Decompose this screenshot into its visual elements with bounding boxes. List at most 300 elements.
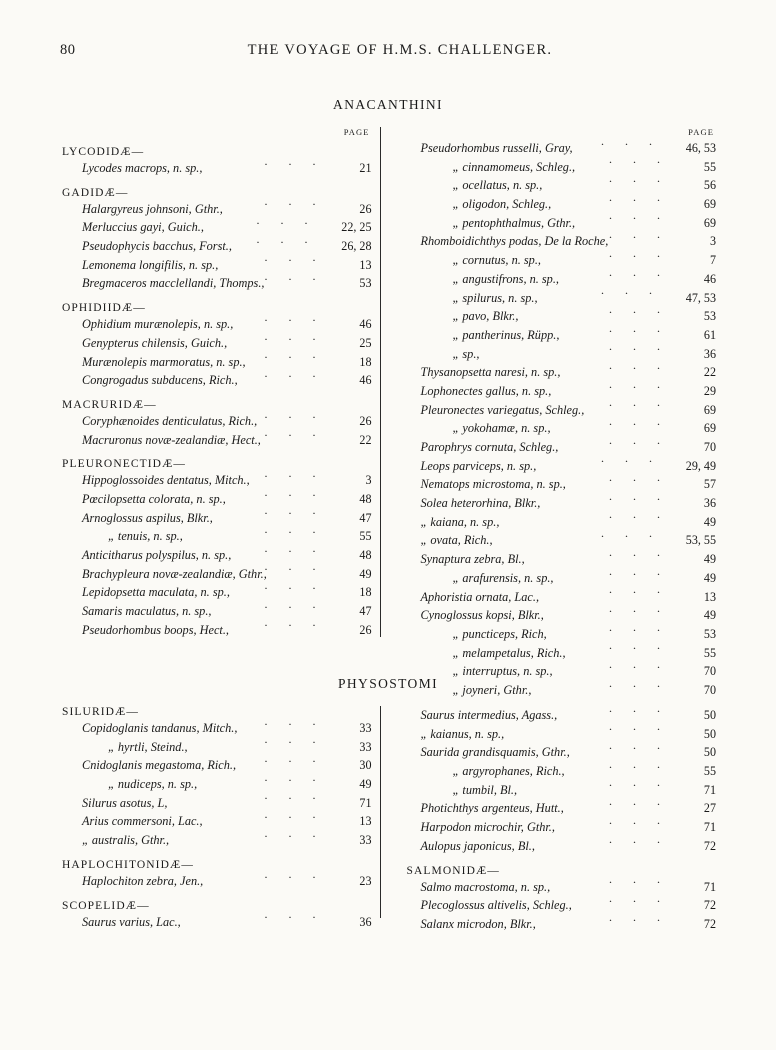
entry-name: „ yokohamæ, n. sp., bbox=[452, 421, 551, 436]
index-entry bbox=[406, 507, 716, 532]
entry-name: „ arafurensis, n. sp., bbox=[452, 570, 554, 585]
entry-page: 13 bbox=[359, 814, 372, 829]
dot-leader: . . . bbox=[601, 283, 661, 298]
entry-page: 49 bbox=[703, 570, 716, 585]
dot-leader: . . . bbox=[264, 328, 325, 343]
dot-leader: . . . bbox=[264, 578, 325, 593]
index-entry bbox=[62, 465, 372, 490]
entry-name: Synaptura zebra, Bl., bbox=[420, 552, 525, 567]
index-entry bbox=[62, 769, 372, 794]
dot-leader: . . . bbox=[609, 700, 669, 715]
entry-page: 50 bbox=[703, 708, 716, 722]
entry-name: Murænolepis marmoratus, n. sp., bbox=[82, 354, 246, 369]
index-entry bbox=[406, 432, 716, 457]
dot-leader: . . . bbox=[264, 769, 325, 784]
entry-page: 57 bbox=[703, 477, 716, 492]
family-heading: HAPLOCHITONIDÆ— bbox=[62, 858, 194, 871]
page-number: 80 bbox=[60, 42, 76, 58]
column-divider bbox=[380, 127, 381, 637]
entry-name: Plecoglossus altivelis, Schleg., bbox=[420, 898, 572, 913]
index-entry bbox=[406, 395, 716, 420]
entry-name: Brachypleura novæ-zealandiæ, Gthr., bbox=[82, 566, 267, 581]
entry-page: 70 bbox=[703, 664, 716, 679]
entry-page: 33 bbox=[359, 721, 372, 735]
entry-name: „ puncticeps, Rich, bbox=[452, 626, 547, 641]
entry-name: „ interruptus, n. sp., bbox=[452, 664, 553, 679]
index-entry bbox=[62, 365, 372, 390]
index-column-right bbox=[388, 700, 716, 934]
entry-name: Macruronus novæ-zealandiæ, Hect., bbox=[82, 432, 261, 447]
index-entry bbox=[406, 872, 716, 897]
section-title-physostomi: PHYSOSTOMI bbox=[337, 676, 439, 691]
entry-name: „ pavo, Blkr., bbox=[452, 309, 519, 324]
entry-name: „ pantherinus, Rüpp., bbox=[452, 327, 560, 342]
entry-name: Lemonema longifilis, n. sp., bbox=[82, 257, 219, 272]
entry-name: Lepidopsetta maculata, n. sp., bbox=[82, 585, 230, 600]
entry-page: 55 bbox=[703, 645, 716, 660]
entry-page: 26 bbox=[359, 413, 372, 428]
family-heading: PLEURONECTIDÆ— bbox=[62, 458, 187, 471]
dot-leader: . . . bbox=[264, 807, 325, 822]
entry-name: „ ovata, Rich., bbox=[420, 533, 493, 548]
entry-page: 30 bbox=[359, 758, 372, 773]
dot-leader: . . . bbox=[264, 365, 325, 380]
entry-name: „ angustifrons, n. sp., bbox=[452, 271, 559, 286]
entry-name: Pœcilopsetta colorata, n. sp., bbox=[82, 491, 226, 506]
dot-leader: . . . bbox=[609, 756, 669, 771]
entry-name: Halargyreus johnsoni, Gthr., bbox=[82, 201, 223, 216]
entry-page: 61 bbox=[703, 327, 716, 342]
index-entry bbox=[62, 578, 372, 602]
index-entry bbox=[406, 376, 716, 401]
entry-page: 49 bbox=[359, 566, 372, 581]
entry-page: 72 bbox=[703, 898, 716, 913]
index-entry bbox=[406, 320, 716, 345]
entry-page: 69 bbox=[703, 215, 716, 230]
entry-name: Arnoglossus aspilus, Blkr., bbox=[82, 510, 213, 525]
dot-leader: . . . bbox=[609, 775, 669, 790]
dot-leader: . . . bbox=[609, 432, 669, 447]
entry-page: 23 bbox=[359, 873, 372, 888]
entry-name: „ kaiana, n. sp., bbox=[420, 514, 500, 529]
entry-page: 36 bbox=[703, 496, 716, 511]
index-entry bbox=[406, 582, 716, 607]
entry-page: 55 bbox=[359, 529, 372, 544]
page-column-label: PAGE bbox=[343, 127, 370, 137]
index-entry bbox=[406, 301, 716, 326]
index-entry bbox=[406, 600, 716, 625]
entry-name: Ophidium murænolepis, n. sp., bbox=[82, 317, 234, 332]
family-heading: OPHIDIIDÆ— bbox=[62, 302, 146, 315]
dot-leader: . . . bbox=[609, 638, 669, 653]
index-entry bbox=[406, 451, 716, 476]
dot-leader: . . . bbox=[264, 866, 325, 881]
dot-leader: . . . bbox=[609, 152, 669, 167]
dot-leader: . . . bbox=[609, 320, 669, 335]
index-entry bbox=[62, 425, 372, 450]
entry-page: 25 bbox=[359, 335, 372, 350]
dot-leader: . . . bbox=[264, 596, 325, 611]
index-entry bbox=[406, 544, 716, 569]
dot-leader: . . . bbox=[256, 231, 317, 246]
entry-name: Aulopus japonicus, Bl., bbox=[420, 838, 535, 853]
index-entry bbox=[406, 245, 716, 270]
dot-leader: . . . bbox=[256, 213, 317, 228]
index-entry bbox=[406, 414, 716, 438]
dot-leader: . . . bbox=[264, 269, 325, 284]
entry-page: 71 bbox=[703, 879, 716, 894]
index-entry bbox=[62, 732, 372, 757]
family-heading: GADIDÆ— bbox=[62, 186, 129, 199]
index-entry bbox=[406, 526, 716, 550]
dot-leader: . . . bbox=[609, 544, 669, 559]
index-entry bbox=[62, 503, 372, 528]
dot-leader: . . . bbox=[264, 713, 325, 728]
entry-name: Pleuronectes variegatus, Schleg., bbox=[420, 402, 585, 417]
family-heading: SILURIDÆ— bbox=[62, 706, 139, 718]
index-entry bbox=[406, 700, 716, 725]
index-entry bbox=[62, 866, 372, 891]
index-entry bbox=[62, 347, 372, 372]
entry-name: Anticitharus polyspilus, n. sp., bbox=[82, 548, 232, 562]
entry-page: 36 bbox=[703, 346, 716, 361]
dot-leader: . . . bbox=[264, 732, 325, 747]
index-entry bbox=[406, 909, 716, 934]
index-entry bbox=[62, 309, 372, 334]
index-entry bbox=[62, 328, 372, 353]
dot-leader: . . . bbox=[609, 339, 669, 354]
column-divider bbox=[380, 706, 381, 918]
entry-name: „ joyneri, Gthr., bbox=[452, 682, 532, 697]
entry-page: 70 bbox=[703, 682, 716, 697]
entry-name: „ nudiceps, n. sp., bbox=[108, 777, 198, 792]
entry-name: „ melampetalus, Rich., bbox=[452, 645, 566, 660]
entry-name: Rhomboidichthys podas, De la Roche, bbox=[420, 234, 609, 249]
index-entry bbox=[62, 788, 372, 813]
entry-page: 29 bbox=[703, 383, 716, 398]
dot-leader: . . . bbox=[601, 133, 661, 148]
entry-name: Cnidoglanis megastoma, Rich., bbox=[82, 758, 237, 773]
dot-leader: . . . bbox=[264, 522, 325, 537]
family-heading: LYCODIDÆ— bbox=[62, 146, 145, 158]
entry-page: 7 bbox=[709, 253, 716, 268]
entry-name: Saurida grandisquamis, Gthr., bbox=[420, 745, 570, 760]
entry-page: 49 bbox=[359, 777, 372, 792]
index-entry bbox=[62, 907, 372, 932]
dot-leader: . . . bbox=[609, 619, 669, 634]
entry-name: Hippoglossoides dentatus, Mitch., bbox=[82, 473, 250, 488]
entry-page: 26 bbox=[359, 622, 372, 637]
entry-page: 49 bbox=[703, 552, 716, 567]
dot-leader: . . . bbox=[609, 245, 669, 260]
dot-leader: . . . bbox=[609, 171, 669, 186]
entry-page: 13 bbox=[703, 589, 716, 604]
running-title: THE VOYAGE OF H.M.S. CHALLENGER. bbox=[247, 42, 553, 58]
entry-page: 71 bbox=[703, 782, 716, 797]
section-title-anacanthini: ANACANTHINI bbox=[333, 97, 443, 112]
entry-page: 49 bbox=[703, 608, 716, 623]
entry-name: Salanx microdon, Blkr., bbox=[420, 916, 536, 931]
entry-name: Pseudophycis bacchus, Forst., bbox=[82, 239, 232, 254]
dot-leader: . . . bbox=[264, 788, 325, 803]
entry-name: Haplochiton zebra, Jen., bbox=[82, 873, 204, 888]
index-column-left bbox=[62, 706, 372, 934]
index-entry bbox=[406, 208, 716, 233]
entry-page: 55 bbox=[703, 159, 716, 174]
entry-page: 55 bbox=[703, 764, 716, 779]
dot-leader: . . . bbox=[601, 451, 661, 466]
entry-name: Lycodes macrops, n. sp., bbox=[82, 161, 203, 175]
index-entry bbox=[406, 339, 716, 364]
entry-page: 56 bbox=[703, 178, 716, 193]
entry-page: 22 bbox=[359, 432, 372, 447]
entry-page: 53 bbox=[703, 626, 716, 641]
dot-leader: . . . bbox=[609, 738, 669, 753]
entry-page: 46, 53 bbox=[685, 141, 716, 155]
dot-leader: . . . bbox=[609, 794, 669, 809]
dot-leader: . . . bbox=[264, 425, 325, 440]
dot-leader: . . . bbox=[609, 470, 669, 485]
entry-name: Congrogadus subducens, Rich., bbox=[82, 373, 238, 388]
entry-name: Saurus varius, Lac., bbox=[82, 914, 181, 929]
index-entry bbox=[406, 756, 716, 781]
entry-name: Harpodon microchir, Gthr., bbox=[420, 820, 555, 835]
entry-page: 18 bbox=[359, 354, 372, 369]
index-entry bbox=[406, 563, 716, 588]
index-entry bbox=[406, 264, 716, 289]
entry-page: 53 bbox=[359, 276, 372, 291]
entry-name: Samaris maculatus, n. sp., bbox=[82, 604, 212, 619]
entry-name: Genypterus chilensis, Guich., bbox=[82, 335, 228, 350]
dot-leader: . . . bbox=[609, 227, 669, 242]
entry-name: „ tenuis, n. sp., bbox=[108, 529, 183, 544]
entry-name: Salmo macrostoma, n. sp., bbox=[420, 879, 551, 894]
dot-leader: . . . bbox=[609, 414, 669, 429]
entry-page: 33 bbox=[359, 739, 372, 754]
family-heading: MACRURIDÆ— bbox=[62, 398, 157, 411]
entry-page: 48 bbox=[359, 491, 372, 506]
index-entry bbox=[406, 738, 716, 762]
index-entry bbox=[406, 638, 716, 663]
index-entry bbox=[62, 751, 372, 775]
entry-name: „ australis, Gthr., bbox=[82, 833, 170, 848]
index-entry bbox=[406, 719, 716, 744]
index-entry bbox=[406, 171, 716, 195]
index-column-left bbox=[62, 127, 372, 700]
dot-leader: . . . bbox=[264, 484, 325, 499]
index-entry bbox=[62, 615, 372, 640]
dot-leader: . . . bbox=[609, 582, 669, 597]
dot-leader: . . . bbox=[264, 540, 325, 555]
index-entry bbox=[62, 406, 372, 431]
entry-page: 26, 28 bbox=[341, 239, 372, 254]
index-entry bbox=[62, 213, 372, 237]
index-entry bbox=[406, 227, 716, 251]
entry-page: 26 bbox=[359, 201, 372, 216]
index-entry bbox=[62, 540, 372, 565]
dot-leader: . . . bbox=[609, 812, 669, 827]
entry-name: Photichthys argenteus, Hutt., bbox=[420, 801, 564, 816]
entry-page: 70 bbox=[703, 440, 716, 454]
entry-name: Coryphænoides denticulatus, Rich., bbox=[82, 413, 258, 428]
index-entry bbox=[62, 194, 372, 219]
entry-name: Lophonectes gallus, n. sp., bbox=[420, 383, 552, 398]
dot-leader: . . . bbox=[609, 890, 669, 905]
index-block-anacanthini bbox=[62, 127, 716, 700]
entry-name: „ tumbil, Bl., bbox=[452, 782, 518, 797]
entry-name: „ oligodon, Schleg., bbox=[452, 197, 552, 212]
page-column-label: PAGE bbox=[688, 127, 714, 137]
dot-leader: . . . bbox=[609, 376, 669, 391]
entry-name: Pseudorhombus russelli, Gray, bbox=[420, 141, 573, 155]
index-entry bbox=[406, 890, 716, 915]
index-column-right bbox=[388, 127, 716, 700]
entry-page: 69 bbox=[703, 197, 716, 212]
dot-leader: . . . bbox=[609, 675, 669, 690]
index-entry bbox=[62, 250, 372, 275]
index-entry bbox=[62, 596, 372, 621]
entry-name: Saurus intermedius, Agass., bbox=[420, 708, 558, 722]
dot-leader: . . . bbox=[609, 831, 669, 846]
entry-name: Bregmaceros macclellandi, Thomps., bbox=[82, 276, 265, 291]
dot-leader: . . . bbox=[609, 719, 669, 734]
entry-name: Arius commersoni, Lac., bbox=[82, 814, 203, 829]
entry-page: 33 bbox=[359, 833, 372, 848]
entry-page: 18 bbox=[359, 585, 372, 600]
dot-leader: . . . bbox=[609, 507, 669, 522]
index-entry bbox=[62, 231, 372, 256]
index-entry bbox=[62, 807, 372, 831]
index-entry bbox=[62, 559, 372, 584]
entry-page: 50 bbox=[703, 745, 716, 760]
dot-leader: . . . bbox=[609, 563, 669, 578]
index-entry bbox=[62, 522, 372, 546]
dot-leader: . . . bbox=[264, 825, 325, 840]
dot-leader: . . . bbox=[609, 600, 669, 615]
dot-leader: . . . bbox=[609, 656, 669, 671]
dot-leader: . . . bbox=[609, 395, 669, 410]
entry-name: „ kaianus, n. sp., bbox=[420, 726, 505, 741]
entry-page: 27 bbox=[703, 801, 716, 816]
index-entry bbox=[406, 283, 716, 308]
entry-page: 46 bbox=[359, 317, 372, 332]
index-entry bbox=[406, 133, 716, 158]
dot-leader: . . . bbox=[264, 153, 325, 168]
dot-leader: . . . bbox=[264, 406, 325, 421]
entry-name: „ argyrophanes, Rich., bbox=[452, 764, 565, 779]
dot-leader: . . . bbox=[264, 250, 325, 265]
entry-page: 47 bbox=[359, 604, 372, 619]
index-entry bbox=[406, 357, 716, 382]
entry-page: 49 bbox=[703, 514, 716, 529]
index-entry bbox=[62, 825, 372, 850]
entry-name: Merluccius gayi, Guich., bbox=[82, 220, 204, 235]
entry-page: 53 bbox=[703, 309, 716, 324]
entry-name: „ cornutus, n. sp., bbox=[452, 253, 541, 268]
entry-name: Solea heterorhina, Blkr., bbox=[420, 496, 541, 511]
index-block-physostomi bbox=[62, 700, 716, 934]
dot-leader: . . . bbox=[264, 503, 325, 518]
entry-page: 71 bbox=[359, 795, 372, 810]
entry-name: Thysanopsetta naresi, n. sp., bbox=[420, 365, 561, 380]
dot-leader: . . . bbox=[264, 347, 325, 362]
entry-name: „ spilurus, n. sp., bbox=[452, 290, 538, 305]
entry-page: 29, 49 bbox=[685, 458, 716, 473]
dot-leader: . . . bbox=[609, 301, 669, 316]
dot-leader: . . . bbox=[609, 357, 669, 372]
entry-name: „ hyrtli, Steind., bbox=[108, 739, 188, 754]
dot-leader: . . . bbox=[264, 465, 325, 480]
index-entry bbox=[406, 794, 716, 818]
entry-name: Cynoglossus kopsi, Blkr., bbox=[420, 608, 544, 623]
entry-name: Aphoristia ornata, Lac., bbox=[420, 589, 540, 604]
dot-leader: . . . bbox=[609, 208, 669, 223]
page-header bbox=[60, 42, 720, 59]
entry-page: 36 bbox=[359, 914, 372, 929]
index-entry bbox=[406, 488, 716, 513]
entry-page: 22, 25 bbox=[341, 220, 372, 235]
entry-page: 71 bbox=[703, 820, 716, 835]
dot-leader: . . . bbox=[264, 309, 325, 324]
entry-page: 13 bbox=[359, 257, 372, 272]
index-entry bbox=[406, 189, 716, 214]
entry-name: „ pentophthalmus, Gthr., bbox=[452, 215, 576, 230]
entry-page: 47 bbox=[359, 510, 372, 525]
index-entry bbox=[406, 775, 716, 800]
entry-page: 69 bbox=[703, 402, 716, 417]
index-entry bbox=[62, 713, 372, 738]
index-entry bbox=[62, 269, 372, 293]
entry-name: Nematops microstoma, n. sp., bbox=[420, 477, 566, 492]
entry-page: 69 bbox=[703, 421, 716, 436]
entry-name: Copidoglanis tandanus, Mitch., bbox=[82, 721, 238, 735]
dot-leader: . . . bbox=[264, 907, 325, 922]
family-heading: SCOPELIDÆ— bbox=[62, 899, 150, 912]
entry-name: „ ocellatus, n. sp., bbox=[452, 178, 543, 193]
index-entry bbox=[62, 484, 372, 509]
entry-name: Silurus asotus, L, bbox=[82, 795, 168, 810]
entry-page: 3 bbox=[709, 234, 716, 249]
dot-leader: . . . bbox=[609, 909, 669, 924]
family-heading: SALMONIDÆ— bbox=[406, 864, 500, 877]
entry-name: Leops parviceps, n. sp., bbox=[420, 458, 537, 473]
entry-page: 21 bbox=[359, 161, 372, 175]
index-entry bbox=[406, 812, 716, 837]
entry-page: 47, 53 bbox=[685, 290, 716, 305]
dot-leader: . . . bbox=[264, 559, 325, 574]
dot-leader: . . . bbox=[609, 264, 669, 279]
entry-page: 72 bbox=[703, 838, 716, 853]
dot-leader: . . . bbox=[601, 526, 661, 541]
entry-page: 3 bbox=[365, 473, 372, 488]
index-entry bbox=[62, 153, 372, 178]
dot-leader: . . . bbox=[264, 751, 325, 766]
entry-page: 48 bbox=[359, 548, 372, 562]
entry-page: 46 bbox=[359, 373, 372, 388]
entry-page: 53, 55 bbox=[685, 533, 716, 548]
entry-name: „ cinnamomeus, Schleg., bbox=[452, 159, 576, 174]
dot-leader: . . . bbox=[609, 872, 669, 887]
entry-page: 50 bbox=[703, 726, 716, 741]
entry-page: 46 bbox=[703, 271, 716, 286]
dot-leader: . . . bbox=[609, 488, 669, 503]
dot-leader: . . . bbox=[264, 615, 325, 630]
entry-page: 72 bbox=[703, 916, 716, 931]
entry-name: Pseudorhombus boops, Hect., bbox=[82, 622, 229, 637]
index-entry bbox=[406, 152, 716, 177]
entry-name: „ sp., bbox=[452, 346, 480, 361]
entry-name: Parophrys cornuta, Schleg., bbox=[420, 440, 559, 454]
